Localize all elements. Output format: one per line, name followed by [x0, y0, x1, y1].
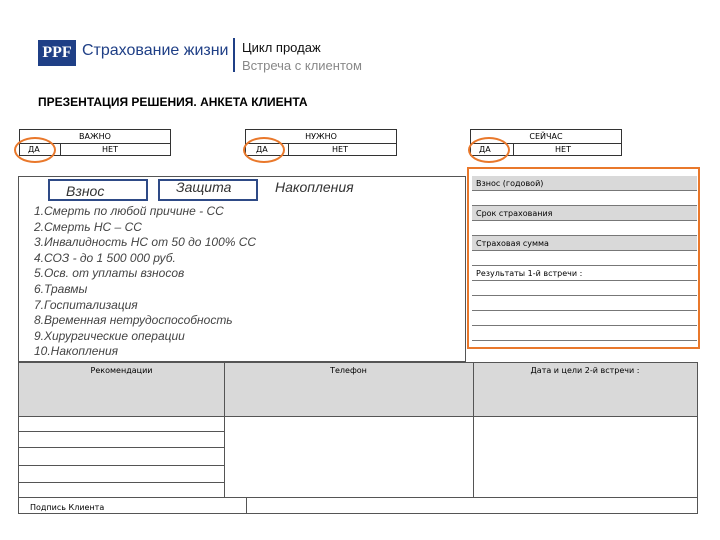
row-divider — [19, 431, 224, 432]
question-label: НУЖНО — [246, 130, 396, 144]
highlight-circle — [468, 137, 510, 163]
recommendations-header: Рекомендации — [19, 363, 224, 416]
row-divider — [19, 497, 697, 498]
option-item: 8.Временная нетрудоспособность — [34, 313, 233, 328]
header-subtitle: Встреча с клиентом — [242, 58, 362, 73]
brand-logo-mark: PPF — [38, 40, 76, 66]
highlight-circle — [243, 137, 285, 163]
tag-savings[interactable]: Накопления — [275, 179, 354, 195]
row-divider — [19, 465, 224, 466]
question-label: ВАЖНО — [20, 130, 170, 144]
divider — [513, 144, 514, 156]
section-title: ПРЕЗЕНТАЦИЯ РЕШЕНИЯ. АНКЕТА КЛИЕНТА — [38, 95, 308, 109]
divider — [60, 144, 61, 156]
sum-insured-label: Страховая сумма — [472, 236, 697, 251]
option-item: 4.СОЗ - до 1 500 000 руб. — [34, 250, 176, 265]
option-item: 6.Травмы — [34, 281, 88, 296]
option-yes[interactable]: ДА — [28, 145, 40, 154]
column-divider — [224, 363, 225, 497]
tag-contribution[interactable]: Взнос — [48, 179, 148, 201]
option-no[interactable]: НЕТ — [102, 145, 118, 154]
client-signature-label: Подпись Клиента — [30, 503, 105, 512]
header-title: Цикл продаж — [242, 40, 321, 55]
row-divider — [19, 482, 224, 483]
row-divider — [19, 416, 697, 417]
option-no[interactable]: НЕТ — [555, 145, 571, 154]
options-list — [34, 204, 256, 360]
option-item: 10.Накопления — [34, 344, 119, 359]
term-label: Срок страхования — [472, 206, 697, 221]
question-label: СЕЙЧАС — [471, 130, 621, 144]
option-item: 1.Смерть по любой причине - СС — [34, 204, 224, 218]
brand-logo-text: Страхование жизни — [82, 42, 229, 59]
second-meeting-header: Дата и цели 2-й встречи : — [473, 363, 697, 416]
tag-protection-label: Защита — [176, 179, 232, 195]
option-item: 2.Смерть НС – СС — [34, 219, 142, 234]
column-divider — [246, 497, 247, 513]
annual-contribution-label: Взнос (годовой) — [472, 176, 697, 191]
tag-protection[interactable] — [158, 179, 258, 201]
highlight-circle — [14, 137, 56, 163]
highlight-rectangle — [467, 167, 700, 349]
divider — [288, 144, 289, 156]
phone-header: Телефон — [224, 363, 473, 416]
option-item: 5.Осв. от уплаты взносов — [34, 266, 185, 281]
option-item: 7.Госпитализация — [34, 297, 138, 312]
row-divider — [19, 447, 224, 448]
option-item: 9.Хирургические операции — [34, 328, 185, 343]
option-yes[interactable]: ДА — [479, 145, 491, 154]
option-yes[interactable]: ДА — [256, 145, 268, 154]
header-divider — [233, 38, 235, 72]
results-label: Результаты 1-й встречи : — [472, 266, 697, 281]
column-divider — [473, 363, 474, 497]
recommendations-table — [18, 362, 698, 514]
option-no[interactable]: НЕТ — [332, 145, 348, 154]
option-item: 3.Инвалидность НС от 50 до 100% СС — [34, 235, 257, 250]
